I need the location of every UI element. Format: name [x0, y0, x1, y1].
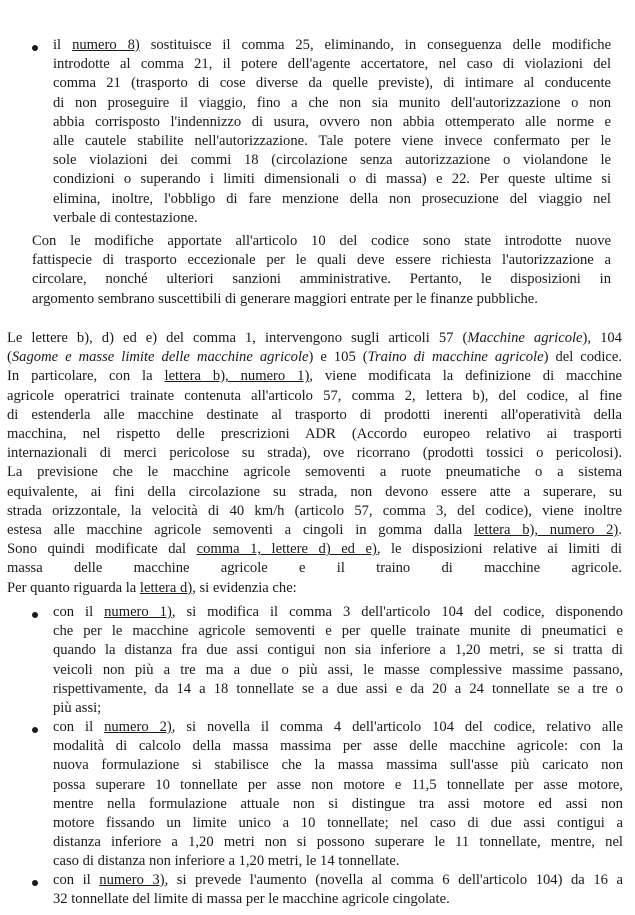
text-line: [53, 661, 623, 680]
text-run: modalità di calcolo della massa massima per asse delle macchine agricole: con la: [53, 738, 624, 755]
text-line: [7, 559, 622, 578]
text-line: [53, 94, 611, 113]
text-run: condizioni o superando i limiti dimensionali o di massa) e 22. Per queste ultime si: [53, 171, 612, 188]
text-run: , viene modificata la definizione di macchine: [309, 368, 622, 385]
paragraph-lettere-b-d-e: [7, 329, 622, 598]
underlined-reference: numero 2): [104, 719, 172, 735]
text-line: [7, 502, 622, 521]
text-run: estesa alle macchine agricole semoventi a cingoli in gomma dalla: [7, 522, 474, 539]
text-line: [53, 622, 623, 641]
text-run: circolare, nonché ulteriori sanzioni amministrative. Pertanto, le disposizioni in: [32, 271, 611, 288]
text-run: equivalente, ai fini della circolazione su strada, non devono essere atte a superare, su: [7, 483, 623, 500]
text-run: internazionali di merci pericolose su strada), ove ricorrano (prodotti tossici o pericolosi).: [7, 445, 622, 462]
text-run: nuova formulazione si stabilisce che la massa massima sull'asse più caricato non: [53, 757, 624, 774]
text-run: La previsione che le macchine agricole semoventi a ruote pneumatiche o a sistema: [7, 464, 623, 481]
text-line: [7, 387, 622, 406]
text-run: mentre nella formulazione attuale non si distingue tra assi motore ed assi non: [53, 795, 623, 812]
text-line: [53, 833, 623, 852]
text-line: [7, 425, 622, 444]
text-run: sostituisce il comma 25, eliminando, in conseguenza delle modifiche: [139, 37, 612, 53]
text-run: di estenderla alle macchine destinate al trasporto di prodotti inerenti all'operatività della: [7, 406, 622, 423]
text-run: 32 tonnellate del limite di massa per le macchine agricole cingolate.: [53, 891, 450, 908]
text-line: [32, 232, 611, 251]
text-run: elimina, inoltre, l'obbligo di fare menzione della non prosecuzione del viaggio nel: [53, 190, 611, 207]
text-line: [7, 406, 622, 425]
text-run: fattispecie di trasporto eccezionale per le quali deve essere richiesta l'autorizzazione a: [32, 252, 612, 269]
text-run: con il: [53, 604, 105, 620]
bullet-icon: [32, 612, 38, 618]
text-run: , si modifica il comma 3 dell'articolo 104 del codice, disponendo: [171, 604, 623, 620]
text-line: [53, 871, 623, 890]
text-line: [53, 890, 623, 909]
text-line: [53, 737, 623, 756]
text-line: [53, 113, 611, 132]
text-line: [53, 699, 623, 718]
text-run: con il: [53, 872, 100, 888]
bullet-icon: [32, 880, 38, 886]
text-line: [7, 483, 622, 502]
text-run: agricole operatrici trainate contenuta all'articolo 57, comma 2, lettera b), del codice, al fine: [7, 387, 622, 404]
text-run: verbale di contestazione.: [53, 209, 198, 226]
text-run: .: [618, 522, 622, 539]
text-line: [53, 814, 623, 833]
text-line: [7, 367, 622, 386]
underlined-reference: comma 1, lettere d) ed e): [196, 541, 377, 558]
text-line: [7, 444, 622, 463]
text-line: [53, 170, 611, 189]
text-line: [7, 348, 622, 367]
text-line: [53, 151, 611, 170]
text-line: [53, 36, 611, 55]
paragraph-modifiche-articolo-10: [32, 232, 611, 309]
text-line: [32, 290, 611, 309]
bullet-paragraph-numero-8: [53, 36, 611, 228]
italic-title: Macchine agricole: [467, 330, 583, 346]
text-line: [7, 579, 622, 598]
text-line: [32, 251, 611, 270]
italic-title: Sagome e masse limite delle macchine agricole: [11, 349, 309, 366]
text-line: [7, 463, 622, 482]
text-line: [53, 55, 611, 74]
text-run: Sono quindi modificate dal: [7, 541, 197, 558]
text-line: [53, 852, 623, 871]
text-run: Con le modifiche apportate all'articolo 10 del codice sono state introdotte nuove: [32, 233, 612, 249]
text-run: distanza inferiore a 1,20 metri non si possono superare le 11 tonnellate, mentre, nel: [53, 834, 623, 851]
underlined-reference: numero 1): [104, 604, 172, 620]
underlined-reference: lettera d): [139, 579, 193, 596]
text-run: comma 21 (trasporto di cose diverse da quelle previste), di intimare al conducente: [53, 75, 612, 92]
text-run: caso di distanza non inferiore a 1,20 metri, le 14 tonnellate.: [53, 853, 400, 870]
bullet-paragraph-numero-1: [53, 603, 623, 718]
text-line: [53, 718, 623, 737]
bullet-icon: [32, 45, 38, 51]
text-run: possa superare 10 tonnellate per asse non motore e 11,5 tonnellate per asse motore,: [53, 776, 623, 793]
text-line: [53, 190, 611, 209]
italic-title: Traino di macchine agricole: [367, 349, 544, 366]
text-line: [53, 209, 611, 228]
bullet-paragraph-numero-2: [53, 718, 623, 872]
text-line: [32, 270, 611, 289]
text-line: [53, 74, 611, 93]
text-run: veicoli non più a tre ma a due o più assi, le masse complessive massime passano,: [53, 661, 624, 678]
text-run: sole violazioni dei commi 18 (circolazione senza autorizzazione o violandone le: [53, 152, 612, 169]
text-run: che per le macchine agricole semoventi e per quelle trainate munite di pneumatici e: [53, 623, 624, 640]
text-run: , si novella il comma 4 dell'articolo 104 del codice, relativo alle: [171, 719, 623, 735]
text-line: [7, 540, 622, 559]
text-line: [7, 521, 622, 540]
text-line: [53, 680, 623, 699]
text-run: più assi;: [53, 700, 102, 717]
text-run: il: [53, 37, 73, 53]
text-run: , si evidenzia che:: [192, 579, 297, 596]
text-run: , le disposizioni relative ai limiti di: [376, 541, 622, 558]
text-run: (: [7, 349, 12, 366]
text-run: introdotte al comma 21, il potere dell'agente accertatore, nel caso di violazioni del: [53, 56, 612, 73]
text-run: alle cautele stabilite nell'autorizzazione. Tale potere viene invece confermato per le: [53, 133, 612, 150]
text-run: argomento sembrano suscettibili di generare maggiori entrate per le finanze pubbliche.: [32, 290, 538, 307]
text-run: Per quanto riguarda la: [7, 579, 140, 596]
text-line: [53, 603, 623, 622]
text-run: ) e 105 (: [308, 349, 368, 366]
text-run: di non proseguire il viaggio, fino a che non sia munito dell'autorizzazione o non: [53, 94, 612, 111]
text-run: abbia corrisposto l'indennizzo di usura, ovvero non abbia ottemperato alle norme e: [53, 113, 612, 130]
text-line: [53, 795, 623, 814]
text-run: motore fissando un limite unico a 10 tonnellate; nel caso di due assi contigui a: [53, 815, 624, 832]
text-line: [53, 132, 611, 151]
underlined-reference: lettera b), numero 2): [473, 522, 619, 539]
bullet-paragraph-numero-3: [53, 871, 623, 909]
text-run: , si prevede l'aumento (novella al comma 6 dell'articolo 104) da 16 a: [164, 872, 623, 888]
underlined-reference: lettera b), numero 1): [164, 368, 310, 385]
text-run: ), 104: [582, 330, 622, 346]
text-run: quando la distanza fra due assi contigui non sia inferiore a 1,20 metri, se si tratta di: [53, 642, 623, 659]
text-run: massa delle macchine agricole e il traino di macchine agricole.: [7, 560, 622, 577]
text-line: [53, 776, 623, 795]
text-run: rispettivamente, da 14 a 18 tonnellate se a due assi e da 20 a 24 tonnellate se a tre o: [53, 680, 624, 697]
underlined-reference: numero 3): [99, 872, 165, 888]
text-line: [7, 329, 622, 348]
text-line: [53, 641, 623, 660]
underlined-reference: numero 8): [72, 37, 140, 53]
text-run: strada orizzontale, la velocità di 40 km/h (articolo 57, comma 3, del codice), viene inoltre: [7, 502, 623, 519]
bullet-icon: [32, 727, 38, 733]
text-line: [53, 756, 623, 775]
text-run: ) del codice.: [543, 349, 623, 366]
text-run: In particolare, con la: [7, 368, 165, 385]
text-run: Le lettere b), d) ed e) del comma 1, intervengono sugli articoli 57 (: [7, 330, 468, 346]
text-run: macchina, nel rispetto delle prescrizioni ADR (Accordo europeo relativo ai trasporti: [7, 426, 623, 443]
text-run: con il: [53, 719, 105, 735]
